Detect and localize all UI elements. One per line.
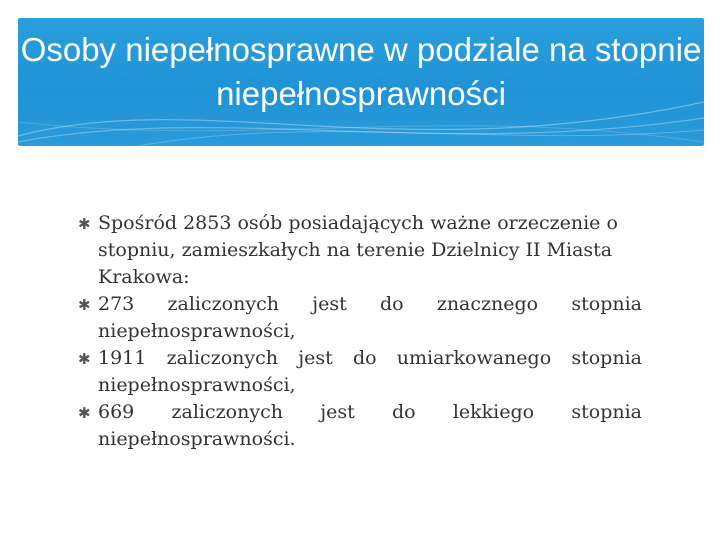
slide-title: Osoby niepełnosprawne w podziale na stopnie niepełnosprawności: [20, 31, 702, 112]
list-item: [78, 399, 642, 453]
list-item-text: Spośród 2853 osób posiadających ważne orzeczenie o stopniu, zamieszkałych na terenie Dzielnicy II Miasta Krakowa:: [98, 212, 618, 288]
asterisk-icon: ✱: [78, 215, 91, 233]
list-item: [78, 210, 642, 291]
asterisk-icon: ✱: [78, 296, 91, 314]
list-item-text: 669 zaliczonych jest do lekkiego stopnia niepełnosprawności.: [98, 401, 642, 450]
title-banner: [18, 18, 704, 146]
list-item-text: 273 zaliczonych jest do znacznego stopnia niepełnosprawności,: [98, 293, 642, 342]
asterisk-icon: ✱: [78, 404, 91, 422]
bullet-list: [78, 210, 642, 453]
list-item: [78, 291, 642, 345]
asterisk-icon: ✱: [78, 350, 91, 368]
list-item-text: 1911 zaliczonych jest do umiarkowanego stopnia niepełnosprawności,: [98, 347, 642, 396]
list-item: [78, 345, 642, 399]
